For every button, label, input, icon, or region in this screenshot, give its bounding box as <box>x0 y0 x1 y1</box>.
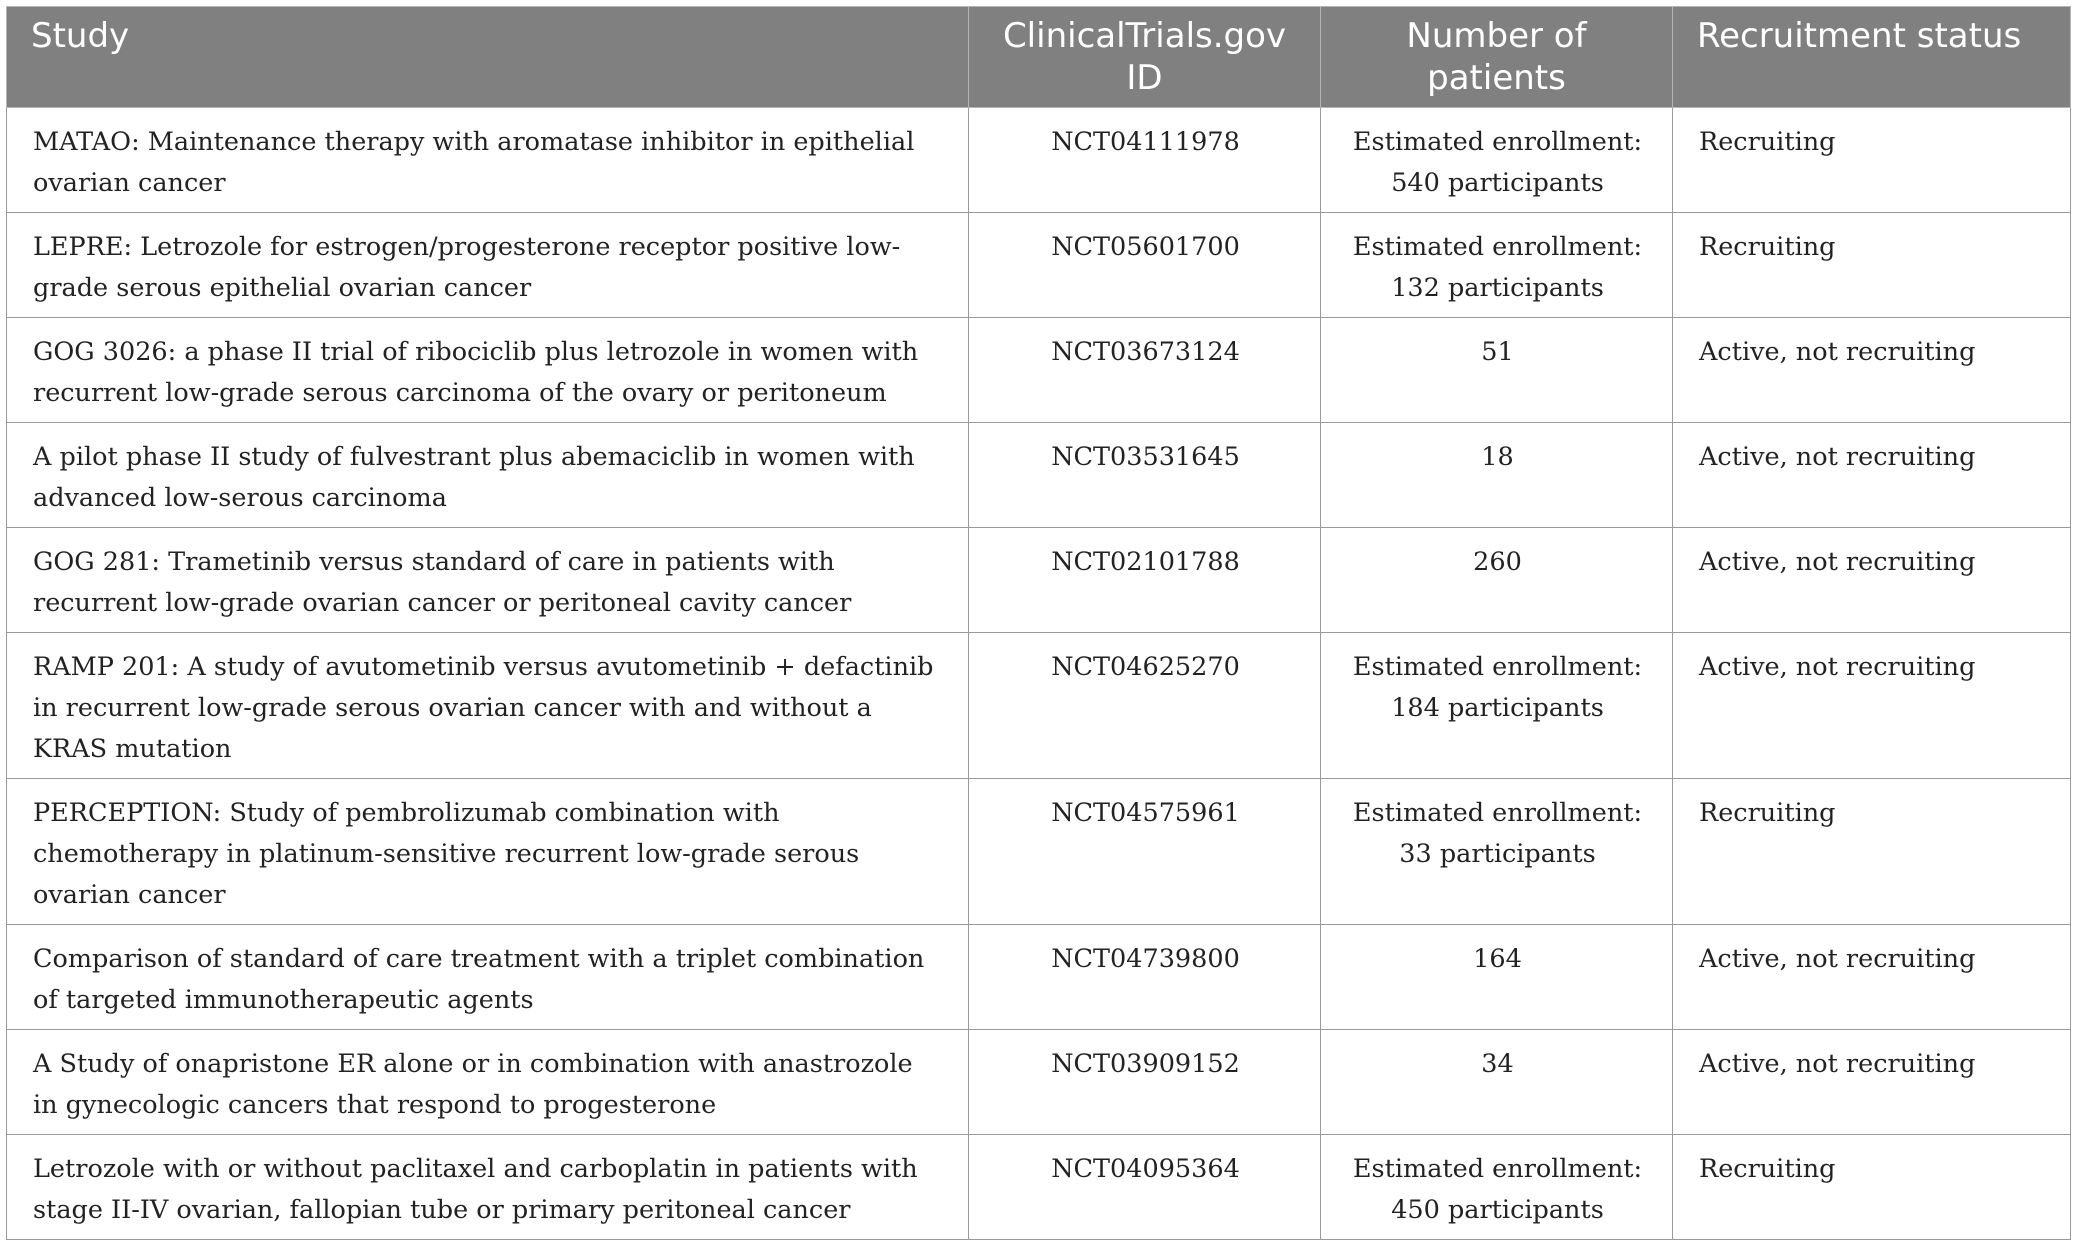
study-cell: GOG 3026: a phase II trial of ribociclib plus letrozole in women with recurrent low-grade serous carcinoma of the ovary or peritoneum <box>7 318 969 423</box>
table-row <box>7 213 2071 318</box>
status-cell: Recruiting <box>1673 779 2071 925</box>
header-trial-id: ClinicalTrials.gov ID <box>969 7 1321 108</box>
study-cell: A Study of onapristone ER alone or in combination with anastrozole in gynecologic cancers that respond to progesterone <box>7 1030 969 1135</box>
header-number-of-patients: Number of patients <box>1321 7 1673 108</box>
status-cell: Active, not recruiting <box>1673 528 2071 633</box>
patients-cell: Estimated enrollment: 184 participants <box>1321 633 1673 779</box>
table-body <box>7 108 2071 1240</box>
table-row <box>7 925 2071 1030</box>
status-cell: Active, not recruiting <box>1673 633 2071 779</box>
trial-id-cell: NCT04739800 <box>969 925 1321 1030</box>
table-row <box>7 1030 2071 1135</box>
clinical-trials-table <box>6 6 2071 1240</box>
trial-id-cell: NCT04111978 <box>969 108 1321 213</box>
patients-cell: 260 <box>1321 528 1673 633</box>
table-row <box>7 1135 2071 1240</box>
table-row <box>7 423 2071 528</box>
status-cell: Active, not recruiting <box>1673 318 2071 423</box>
table-row <box>7 528 2071 633</box>
patients-cell: 18 <box>1321 423 1673 528</box>
study-cell: GOG 281: Trametinib versus standard of care in patients with recurrent low-grade ovarian cancer or peritoneal cavity cancer <box>7 528 969 633</box>
table-row <box>7 318 2071 423</box>
status-cell: Recruiting <box>1673 213 2071 318</box>
patients-cell: Estimated enrollment: 540 participants <box>1321 108 1673 213</box>
trial-id-cell: NCT04575961 <box>969 779 1321 925</box>
trial-id-cell: NCT04625270 <box>969 633 1321 779</box>
study-cell: Comparison of standard of care treatment with a triplet combination of targeted immunotherapeutic agents <box>7 925 969 1030</box>
trial-id-cell: NCT05601700 <box>969 213 1321 318</box>
status-cell: Recruiting <box>1673 108 2071 213</box>
study-cell: RAMP 201: A study of avutometinib versus avutometinib + defactinib in recurrent low-grade serous ovarian cancer with and without a KRAS mutation <box>7 633 969 779</box>
trial-id-cell: NCT04095364 <box>969 1135 1321 1240</box>
status-cell: Active, not recruiting <box>1673 423 2071 528</box>
patients-cell: Estimated enrollment: 450 participants <box>1321 1135 1673 1240</box>
trial-id-cell: NCT03531645 <box>969 423 1321 528</box>
header-study: Study <box>7 7 969 108</box>
table-row <box>7 108 2071 213</box>
patients-cell: 164 <box>1321 925 1673 1030</box>
status-cell: Active, not recruiting <box>1673 925 2071 1030</box>
study-cell: A pilot phase II study of fulvestrant plus abemaciclib in women with advanced low-serous carcinoma <box>7 423 969 528</box>
study-cell: MATAO: Maintenance therapy with aromatase inhibitor in epithelial ovarian cancer <box>7 108 969 213</box>
table-header <box>7 7 2071 108</box>
status-cell: Active, not recruiting <box>1673 1030 2071 1135</box>
patients-cell: 51 <box>1321 318 1673 423</box>
header-row <box>7 7 2071 108</box>
patients-cell: 34 <box>1321 1030 1673 1135</box>
trial-id-cell: NCT02101788 <box>969 528 1321 633</box>
study-cell: Letrozole with or without paclitaxel and carboplatin in patients with stage II-IV ovarian, fallopian tube or primary peritoneal cancer <box>7 1135 969 1240</box>
trial-id-cell: NCT03673124 <box>969 318 1321 423</box>
header-recruitment-status: Recruitment status <box>1673 7 2071 108</box>
patients-cell: Estimated enrollment: 33 participants <box>1321 779 1673 925</box>
table-row <box>7 633 2071 779</box>
patients-cell: Estimated enrollment: 132 participants <box>1321 213 1673 318</box>
study-cell: LEPRE: Letrozole for estrogen/progesterone receptor positive low-grade serous epithelial ovarian cancer <box>7 213 969 318</box>
study-cell: PERCEPTION: Study of pembrolizumab combination with chemotherapy in platinum-sensitive recurrent low-grade serous ovarian cancer <box>7 779 969 925</box>
trial-id-cell: NCT03909152 <box>969 1030 1321 1135</box>
status-cell: Recruiting <box>1673 1135 2071 1240</box>
table-row <box>7 779 2071 925</box>
